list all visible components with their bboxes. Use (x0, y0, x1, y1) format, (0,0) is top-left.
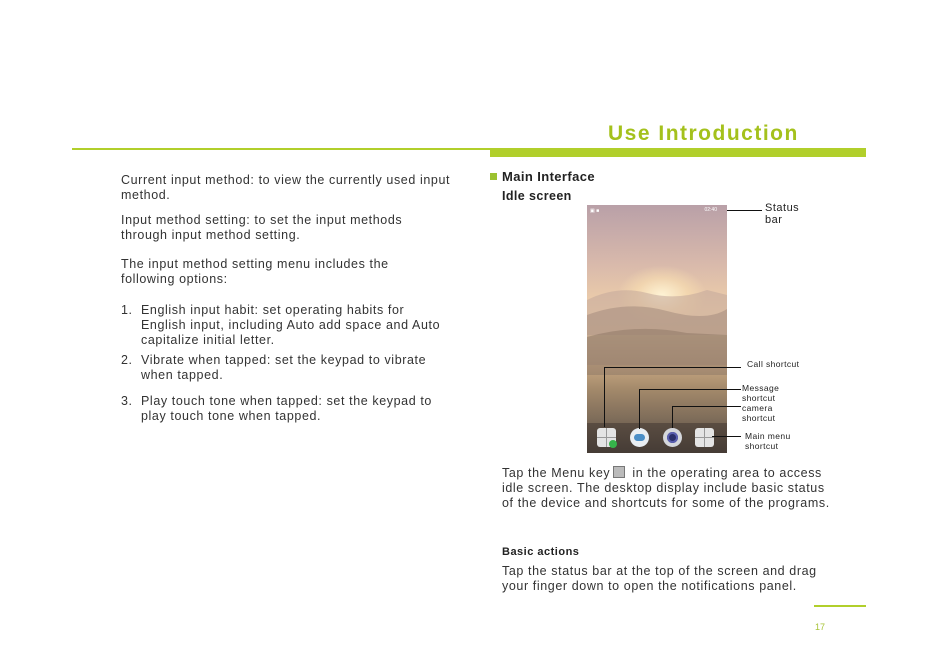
camera-callout-line (672, 406, 673, 428)
list-text: Play touch tone when tapped: set the keypad to play touch tone when tapped. (141, 394, 432, 423)
list-item (121, 303, 441, 348)
menu-key-icon (613, 466, 625, 478)
list-item (121, 353, 441, 383)
footer-rule (814, 605, 866, 607)
message-callout-line (639, 389, 741, 390)
list-number: 3. (121, 394, 133, 408)
description-start: Tap the Menu key (502, 466, 611, 480)
main-menu-callout-line (712, 436, 741, 437)
idle-screen-screenshot (587, 205, 727, 453)
call-shortcut-label: Call shortcut (747, 359, 800, 369)
idle-screen-description (502, 466, 832, 511)
list-text: Vibrate when tapped: set the keypad to vibrate when tapped. (141, 353, 427, 382)
list-item (121, 394, 441, 424)
camera-shortcut-label: camera shortcut (742, 403, 776, 423)
main-menu-shortcut-label: Main menu shortcut (745, 431, 791, 451)
section-heading: Main Interface (502, 169, 596, 184)
page-title: Use Introduction (608, 122, 799, 145)
list-text: English input habit: set operating habits for English input, including Auto add space and Auto capitalize initial letter. (141, 303, 441, 347)
status-bar-label: Status bar (765, 202, 800, 226)
basic-actions-heading: Basic actions (502, 546, 580, 558)
message-shortcut-icon (630, 428, 649, 447)
header-accent-bar (490, 148, 866, 157)
status-bar-indicators: ▣ ■ (590, 208, 600, 214)
current-input-method-paragraph: Current input method: to view the currently used input method. (121, 173, 451, 202)
square-bullet-icon (490, 173, 497, 180)
status-bar-callout-line (727, 210, 762, 211)
message-callout-line (639, 389, 640, 429)
call-callout-line (604, 367, 605, 427)
list-number: 2. (121, 353, 133, 367)
status-bar-time: 02:40 (704, 207, 717, 213)
subsection-heading: Idle screen (502, 189, 572, 203)
message-shortcut-label: Message shortcut (742, 383, 780, 403)
list-number: 1. (121, 303, 133, 317)
camera-callout-line (672, 406, 741, 407)
page-number: 17 (815, 622, 826, 632)
description-end: in the operating area to access idle screen. The desktop display include basic status of the device and shortcuts for some of the programs. (502, 466, 830, 510)
wallpaper-mountains (587, 205, 727, 453)
main-menu-shortcut-icon (695, 428, 714, 447)
camera-shortcut-icon (663, 428, 682, 447)
setting-menu-paragraph: The input method setting menu includes the following options: (121, 257, 389, 286)
call-callout-line (604, 367, 741, 368)
input-method-setting-paragraph: Input method setting: to set the input methods through input method setting. (121, 213, 403, 242)
basic-actions-paragraph: Tap the status bar at the top of the screen and drag your finger down to open the notifications panel. (502, 564, 817, 593)
call-shortcut-icon (597, 428, 616, 447)
